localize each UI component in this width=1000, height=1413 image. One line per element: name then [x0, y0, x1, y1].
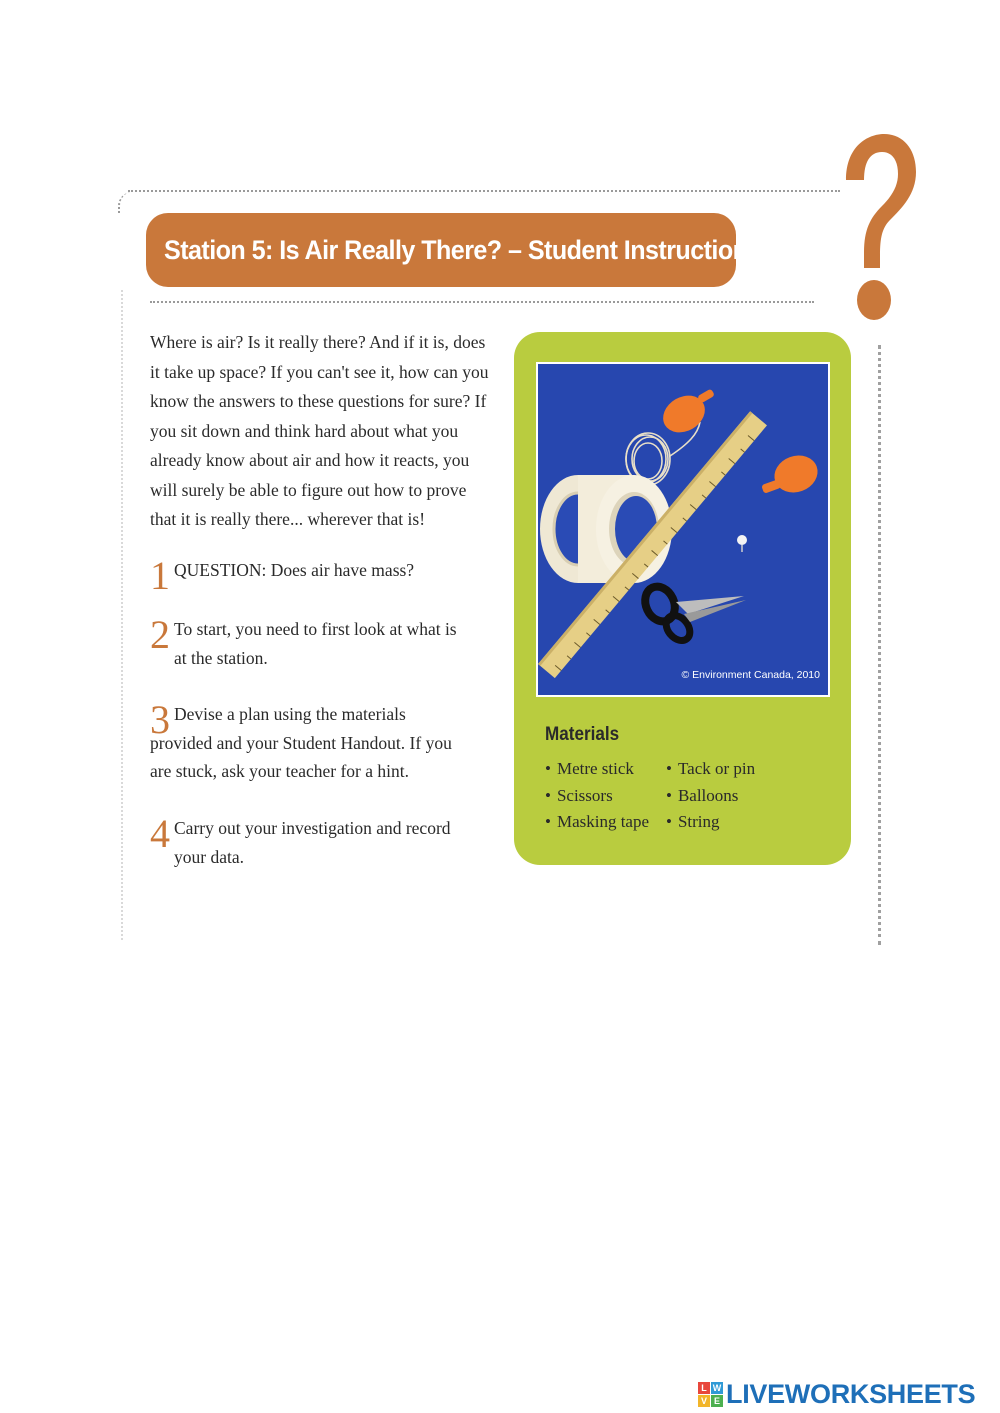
materials-list-left — [545, 756, 649, 836]
frame-top-border — [128, 190, 840, 192]
title-divider — [150, 301, 814, 303]
list-item: • Tack or pin — [666, 756, 755, 783]
frame-right-border — [878, 345, 881, 945]
frame-left-border — [121, 290, 123, 940]
step-number: 3 — [150, 697, 170, 742]
step-2 — [150, 612, 480, 675]
title-banner — [146, 213, 761, 287]
step-1 — [150, 553, 480, 600]
materials-list-right — [666, 756, 755, 836]
step-number: 2 — [150, 612, 170, 657]
step-text: Devise a plan using the materials provided and your Student Handout. If you are stuck, ask your teacher for a hint. — [150, 704, 452, 781]
step-text: Carry out your investigation and record your data. — [174, 818, 451, 867]
list-item: • String — [666, 809, 755, 836]
question-mark-icon — [838, 128, 918, 338]
materials-heading: Materials — [545, 724, 620, 745]
list-item: • Metre stick — [545, 756, 649, 783]
liveworksheets-logo — [698, 1379, 975, 1410]
materials-illustration — [538, 364, 828, 695]
step-number: 4 — [150, 811, 170, 856]
step-number: 1 — [150, 553, 170, 598]
step-text: QUESTION: Does air have mass? — [174, 560, 415, 580]
logo-grid-icon — [698, 1382, 723, 1407]
step-4 — [150, 811, 480, 874]
logo-letter: E — [711, 1395, 723, 1407]
materials-photo — [536, 362, 830, 697]
list-item: • Balloons — [666, 783, 755, 810]
list-item: • Scissors — [545, 783, 649, 810]
logo-letter: L — [698, 1382, 710, 1394]
list-item: • Masking tape — [545, 809, 649, 836]
step-3 — [150, 697, 480, 790]
step-text: To start, you need to first look at what is at the station. — [174, 619, 457, 668]
intro-paragraph: Where is air? Is it really there? And if it is, does it take up space? If you can't see it, how can you know the answers to these questions for sure? If you sit down and think hard about what you already know about air and how it reacts, you will surely be able to figure out how to prove that it is really there... wherever that is! — [150, 332, 489, 529]
brand-name: LIVEWORKSHEETS — [726, 1379, 976, 1409]
frame-corner — [118, 192, 134, 214]
photo-credit: © Environment Canada, 2010 — [681, 669, 820, 681]
page-title: Station 5: Is Air Really There? – Student Instructions — [164, 234, 761, 265]
logo-letter: W — [712, 1383, 722, 1393]
logo-letter: V — [698, 1395, 710, 1407]
